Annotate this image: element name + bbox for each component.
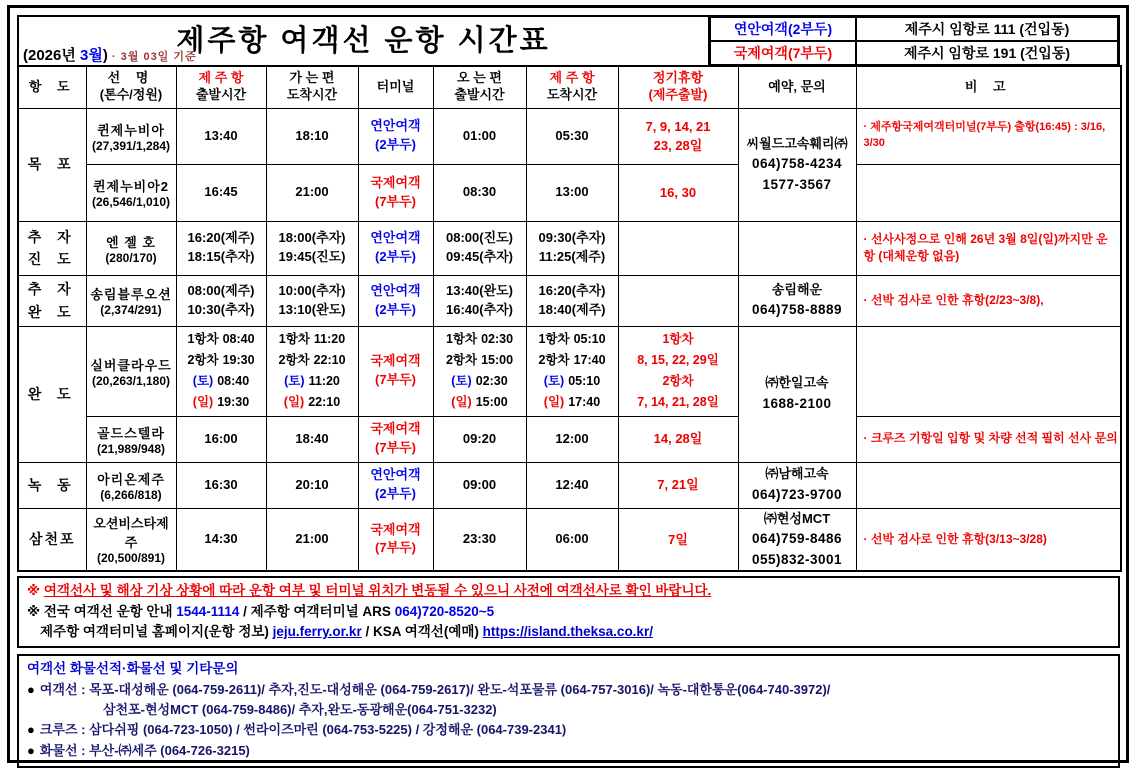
row-wando-2 [18, 416, 1121, 462]
web-line [27, 622, 1110, 642]
trip-label: 2항차 [278, 353, 310, 367]
date-suffix: ) [102, 47, 108, 64]
time-value: 15:00 [475, 395, 508, 409]
ship-cell [86, 462, 176, 508]
sunday-label: (일) [543, 395, 565, 409]
time-value: 15:00 [481, 353, 514, 367]
remark-cell [856, 326, 1121, 416]
col-header-inbound-depart [433, 66, 526, 108]
row-mokpo-1 [18, 108, 1121, 164]
info-mid: / 제주항 여객터미널 ARS [239, 603, 395, 619]
ship-name: 퀸제누비아 [97, 122, 165, 138]
time-value: 10:30(추자) [187, 301, 255, 317]
terminal-pier: (2부두) [374, 486, 416, 501]
ship-spec: (26,546/1,010) [91, 195, 171, 209]
ship-spec: (20,263/1,180) [91, 373, 171, 388]
terminal-cell [358, 164, 433, 221]
ship-spec: (20,500/891) [96, 551, 166, 566]
route-label: 추 자 [27, 281, 77, 298]
terminal-pier: (7부두) [374, 193, 416, 209]
holiday-cell [618, 462, 738, 508]
contact-line-passenger-2 [27, 700, 1110, 720]
bullet-icon: ● [27, 682, 35, 698]
holiday-days: 2항차 [662, 374, 694, 388]
terminal-name: 국제여객 [370, 174, 421, 190]
header-line: 정기휴항 [652, 70, 704, 86]
sunday-label: (일) [451, 395, 472, 409]
outbound-arrive-cell [266, 416, 358, 462]
remark-note: · 선박 검사로 인한 휴항(2/23~3/8), [863, 292, 1044, 307]
jeju-arrive-cell [526, 275, 618, 326]
trip-label: 1항차 [538, 332, 570, 346]
booking-cell [738, 275, 856, 326]
terminal-name: 국제여객 [370, 521, 421, 537]
remark-cell [856, 462, 1121, 508]
time-value: 02:30 [481, 332, 514, 346]
row-nokdong [18, 462, 1121, 508]
ars-phone: 064)720-8520~5 [394, 603, 495, 619]
date-basis: · 3월 03일 기준 [107, 51, 197, 63]
date-month: 3월 [80, 47, 103, 64]
terminal-cell [358, 275, 433, 326]
weather-warning [27, 581, 1110, 601]
header-line: 출발시간 [454, 87, 505, 103]
saturday-label: (토) [284, 374, 305, 388]
jeju-arrive-cell [526, 508, 618, 571]
time-value: 08:40 [222, 332, 255, 346]
time-value: 09:00 [462, 476, 497, 492]
time-value: 14:30 [204, 531, 238, 547]
jeju-depart-cell [176, 416, 266, 462]
inbound-depart-cell [433, 108, 526, 164]
holiday-days: 8, 15, 22, 29일 [637, 353, 719, 367]
date-line [23, 44, 197, 65]
ship-cell [86, 164, 176, 221]
intl-terminal-label: 국제여객(7부두) [710, 41, 856, 65]
contact-label: 크루즈 : [39, 722, 90, 738]
time-value: 05:10 [568, 374, 601, 388]
header-line: 터미널 [376, 78, 415, 94]
time-value: 18:10 [295, 127, 329, 143]
ship-spec: (280/170) [105, 250, 157, 265]
route-label: 완 도 [27, 385, 77, 402]
page-title: 제주항 여객선 운항 시간표 [176, 25, 551, 57]
national-info-phone: 1544-1114 [176, 603, 240, 619]
time-value: 20:10 [295, 476, 329, 492]
time-value: 18:40 [295, 430, 329, 446]
booking-cell [738, 326, 856, 462]
saturday-label: (토) [451, 374, 472, 388]
holiday-cell [618, 164, 738, 221]
time-value: 16:45 [204, 184, 238, 200]
jeju-depart-cell [176, 108, 266, 164]
ship-name: 골드스텔라 [97, 425, 165, 441]
coastal-terminal-label: 연안여객(2부두) [710, 17, 856, 41]
time-value: 05:10 [573, 332, 606, 346]
col-header-jeju-depart [176, 66, 266, 108]
route-cell [18, 275, 86, 326]
time-value: 16:30 [204, 476, 238, 492]
contact-text: 목포-대성해운 (064-759-2611)/ 추자,진도-대성해운 (064-759-2617)/ 완도-석포물류 (064-757-3016)/ 녹동-대한통운(064-740-3972)/ [89, 682, 831, 698]
route-label: 삼천포 [28, 531, 76, 548]
ship-spec: (27,391/1,284) [91, 138, 171, 153]
ferry-homepage-link[interactable]: jeju.ferry.or.kr [272, 623, 362, 639]
holiday-days: 1항차 [662, 332, 694, 346]
ship-name: 아리온제주 [97, 471, 165, 487]
ship-name: 실버클라우드 [90, 357, 172, 373]
jeju-arrive-cell [526, 164, 618, 221]
time-value: 11:20 [308, 374, 340, 388]
route-cell [18, 326, 86, 462]
row-wando-1 [18, 326, 1121, 416]
inbound-depart-cell [433, 164, 526, 221]
terminal-cell [358, 508, 433, 571]
inbound-depart-cell [433, 326, 526, 416]
sunday-label: (일) [283, 395, 305, 409]
header-line: 도착시간 [286, 87, 338, 103]
terminal-cell [358, 416, 433, 462]
trip-label: 2항차 [445, 353, 478, 367]
time-value: 11:20 [313, 332, 346, 346]
header-line: (제주출발) [648, 87, 708, 103]
contact-label: 여객선 : [39, 682, 90, 698]
bullet-icon: ● [27, 742, 35, 758]
info-mark: ※ [27, 603, 41, 619]
jeju-depart-cell [176, 164, 266, 221]
time-value: 09:20 [462, 430, 497, 446]
remark-cell [856, 164, 1121, 221]
booking-cell [738, 221, 856, 275]
time-value: 23:30 [462, 531, 497, 547]
time-value: 21:00 [295, 184, 329, 200]
booking-company: ㈜남해고속 [765, 466, 829, 482]
holiday-days: 16, 30 [659, 184, 697, 200]
col-header-ship [86, 66, 176, 108]
outbound-arrive-cell [266, 275, 358, 326]
jeju-depart-cell [176, 508, 266, 571]
contact-line-passenger [27, 680, 1110, 700]
route-cell [18, 108, 86, 221]
time-value: 18:00(추자) [278, 230, 346, 246]
time-value: 13:00 [555, 184, 589, 200]
sunday-label: (일) [192, 395, 214, 409]
terminal-cell [358, 326, 433, 416]
col-header-holiday [618, 66, 738, 108]
ship-spec: (6,266/818) [100, 487, 162, 502]
inbound-depart-cell [433, 462, 526, 508]
terminal-name: 연안여객 [370, 467, 421, 483]
outbound-arrive-cell [266, 221, 358, 275]
ship-cell [86, 508, 176, 571]
route-cell [18, 462, 86, 508]
col-header-outbound-arrive [266, 66, 358, 108]
jeju-depart-cell [176, 326, 266, 416]
terminal-name: 연안여객 [370, 282, 421, 298]
row-samcheonpo [18, 508, 1121, 571]
trip-label: 1항차 [445, 332, 478, 346]
time-value: 06:00 [555, 531, 589, 547]
time-value: 16:00 [204, 430, 238, 446]
booking-cell [738, 462, 856, 508]
jeju-arrive-cell [526, 462, 618, 508]
outbound-arrive-cell [266, 508, 358, 571]
ship-spec: (21,989/948) [96, 441, 166, 456]
col-header-booking [738, 66, 856, 108]
header-line: 오 는 편 [457, 70, 502, 86]
trip-label: 2항차 [538, 353, 570, 367]
booking-phone: 064)758-4234 [751, 155, 843, 171]
time-value: 16:20(추자) [538, 282, 606, 298]
booking-phone: 1688-2100 [762, 395, 832, 411]
warning-mark: ※ [27, 583, 41, 599]
jeju-arrive-cell [526, 326, 618, 416]
header-line: 예약, 문의 [768, 78, 826, 94]
web-prefix: 제주항 여객터미널 홈페이지(운항 정보) [40, 623, 273, 639]
saturday-label: (토) [543, 374, 565, 388]
terminal-address-table [708, 15, 1120, 67]
time-value: 18:15(추자) [187, 249, 255, 264]
holiday-cell [618, 221, 738, 275]
remark-cell [856, 275, 1121, 326]
holiday-days: 7일 [668, 531, 688, 547]
holiday-cell [618, 108, 738, 164]
header-line: 항 도 [28, 78, 76, 94]
contact-label: 화물선 : [39, 742, 90, 758]
ship-cell [86, 416, 176, 462]
jeju-arrive-cell [526, 108, 618, 164]
time-value: 16:40(추자) [445, 301, 514, 317]
route-label: 완 도 [27, 303, 77, 320]
coastal-terminal-address: 제주시 임항로 111 (건입동) [856, 17, 1118, 41]
booking-company: ㈜한일고속 [765, 375, 829, 391]
warning-text: 여객선사 및 해상 기상 상황에 따라 운항 여부 및 터미널 위치가 변동될 수 있으니 사전에 여객선사로 확인 바랍니다. [43, 583, 712, 599]
ship-cell [86, 275, 176, 326]
web-mid: / KSA 여객선(예매) [361, 623, 483, 639]
time-value: 22:10 [308, 395, 341, 409]
booking-cell [738, 108, 856, 221]
ksa-booking-link[interactable]: https://island.theksa.co.kr/ [482, 623, 653, 639]
info-line [27, 602, 1110, 622]
row-chuja-wando [18, 275, 1121, 326]
time-value: 13:40 [204, 127, 238, 143]
saturday-label: (토) [192, 374, 214, 388]
booking-company: ㈜현성MCT [763, 510, 831, 526]
title-box [17, 15, 710, 67]
header-line: 제 주 항 [549, 70, 595, 86]
inbound-depart-cell [433, 416, 526, 462]
terminal-pier: (7부두) [374, 540, 416, 556]
time-value: 13:10(완도) [278, 301, 346, 317]
remark-cell [856, 221, 1121, 275]
remark-cell [856, 108, 1121, 164]
time-value: 08:30 [462, 184, 497, 200]
holiday-days: 14, 28일 [653, 431, 703, 447]
inbound-depart-cell [433, 508, 526, 571]
holiday-days: 23, 28일 [653, 138, 703, 153]
booking-phone: 064)723-9700 [751, 486, 843, 502]
remark-cell [856, 508, 1121, 571]
holiday-cell [618, 275, 738, 326]
ship-cell [86, 326, 176, 416]
time-value: 11:25(제주) [538, 249, 606, 264]
col-header-remark [856, 66, 1121, 108]
bullet-icon: ● [27, 722, 35, 738]
trip-label: 1항차 [187, 332, 219, 346]
booking-cell [738, 508, 856, 571]
remark-note: · 선사사정으로 인해 26년 3월 8일(일)까지만 운항 (대체운항 없음) [863, 231, 1108, 263]
time-value: 08:00(제주) [187, 282, 255, 298]
col-header-terminal [358, 66, 433, 108]
time-value: 17:40 [568, 395, 601, 409]
row-chuja-jindo [18, 221, 1121, 275]
top-section [17, 15, 1120, 67]
time-value: 01:00 [462, 127, 497, 143]
booking-phone: 064)759-8486 [751, 530, 843, 546]
remark-note: · 선박 검사로 인한 휴항(3/13~3/28) [863, 531, 1047, 546]
inbound-depart-cell [433, 275, 526, 326]
time-value: 18:40(제주) [538, 301, 606, 317]
jeju-arrive-cell [526, 416, 618, 462]
contact-line-cruise [27, 720, 1110, 740]
header-line: 도착시간 [546, 87, 598, 103]
outbound-arrive-cell [266, 462, 358, 508]
terminal-pier: (7부두) [374, 372, 416, 387]
terminal-name: 국제여객 [370, 421, 421, 437]
jeju-depart-cell [176, 462, 266, 508]
jeju-arrive-cell [526, 221, 618, 275]
header-line: 비 고 [964, 78, 1012, 94]
terminal-name: 국제여객 [370, 353, 421, 369]
terminal-name: 연안여객 [370, 230, 421, 246]
contact-text: 부산-㈜세주 (064-726-3215) [89, 742, 250, 758]
time-value: 17:40 [573, 353, 606, 367]
holiday-days: 7, 21일 [657, 477, 699, 493]
terminal-cell [358, 462, 433, 508]
ship-name: 엔 젤 호 [106, 234, 156, 250]
contact-text: 삼다쉬핑 (064-723-1050) / 썬라이즈마린 (064-753-5225) / 강정해운 (064-739-2341) [89, 722, 567, 738]
time-value: 09:30(추자) [538, 230, 606, 246]
header-line: 선 명 [107, 70, 155, 86]
route-label: 목 포 [27, 156, 77, 173]
contact-box-title: 여객선 화물선적·화물선 및 기타문의 [27, 661, 239, 677]
time-value: 10:00(추자) [278, 282, 346, 298]
row-mokpo-2 [18, 164, 1121, 221]
time-value: 12:40 [555, 476, 589, 492]
remark-note: · 제주항국제여객터미널(7부두) 출항(16:45) : 3/16, 3/30 [863, 121, 1106, 149]
remark-cell [856, 416, 1121, 462]
terminal-name: 연안여객 [370, 118, 421, 134]
header-line: 제 주 항 [198, 70, 244, 86]
trip-label: 2항차 [187, 353, 219, 367]
terminal-pier: (2부두) [374, 137, 416, 152]
booking-phone: 1577-3567 [762, 176, 832, 192]
holiday-days: 7, 14, 21, 28일 [637, 395, 719, 409]
col-header-jeju-arrive [526, 66, 618, 108]
ship-cell [86, 108, 176, 164]
ship-name: 송림블루오션 [90, 287, 172, 302]
jeju-depart-cell [176, 275, 266, 326]
route-label: 추 자 [27, 228, 77, 245]
jeju-depart-cell [176, 221, 266, 275]
inbound-depart-cell [433, 221, 526, 275]
time-value: 12:00 [555, 430, 589, 446]
holiday-cell [618, 326, 738, 416]
ship-name: 오션비스타제주 [93, 516, 169, 551]
intl-terminal-address: 제주시 임항로 191 (건입동) [856, 41, 1118, 65]
outbound-arrive-cell [266, 108, 358, 164]
booking-company: 송림해운 [771, 281, 823, 297]
route-label: 진 도 [27, 251, 77, 267]
time-value: 22:10 [313, 353, 346, 367]
terminal-pier: (2부두) [374, 301, 416, 317]
col-header-route [18, 66, 86, 108]
time-value: 08:40 [217, 374, 250, 388]
outbound-arrive-cell [266, 164, 358, 221]
date-prefix: (2026년 [23, 47, 81, 64]
info-prefix: 전국 여객선 운항 안내 [43, 603, 177, 619]
time-value: 21:00 [295, 531, 329, 547]
ship-cell [86, 221, 176, 275]
holiday-cell [618, 508, 738, 571]
booking-phone: 055)832-3001 [751, 551, 843, 567]
terminal-cell [358, 108, 433, 164]
time-value: 02:30 [475, 374, 508, 388]
holiday-cell [618, 416, 738, 462]
time-value: 08:00(진도) [445, 230, 514, 246]
time-value: 13:40(완도) [445, 282, 514, 298]
time-value: 19:30 [222, 353, 255, 367]
remark-note: · 크루즈 기항일 입항 및 차량 선적 필히 선사 문의 [863, 431, 1118, 446]
time-value: 05:30 [555, 127, 589, 143]
route-cell [18, 508, 86, 571]
trip-label: 1항차 [278, 332, 310, 346]
time-value: 19:45(진도) [278, 249, 346, 264]
time-value: 19:30 [217, 395, 250, 409]
header-line: 출발시간 [195, 87, 247, 103]
booking-phone: 064)758-8889 [751, 302, 843, 318]
route-cell [18, 221, 86, 275]
header-row [18, 66, 1121, 108]
contact-line-cargo [27, 741, 1110, 761]
outbound-arrive-cell [266, 326, 358, 416]
ship-spec: (2,374/291) [100, 303, 162, 317]
holiday-days: 7, 9, 14, 21 [645, 118, 711, 134]
terminal-cell [358, 221, 433, 275]
timetable-sheet [7, 5, 1129, 763]
ferry-timetable [17, 65, 1122, 572]
route-label: 녹 동 [27, 476, 77, 493]
header-line: 가 는 편 [289, 70, 335, 86]
contact-box [17, 654, 1120, 767]
time-value: 16:20(제주) [187, 230, 255, 246]
notice-box [17, 576, 1120, 648]
booking-company: 씨월드고속훼리㈜ [746, 135, 848, 151]
header-line: (톤수/정원) [99, 87, 163, 103]
time-value: 09:45(추자) [445, 249, 514, 264]
ship-name: 퀸제누비아2 [92, 179, 170, 194]
terminal-pier: (2부두) [374, 249, 416, 264]
terminal-pier: (7부두) [374, 440, 416, 455]
contact-text: 삼천포-현성MCT (064-759-8486)/ 추자,완도-동광해운(064-751-3232) [103, 702, 497, 718]
